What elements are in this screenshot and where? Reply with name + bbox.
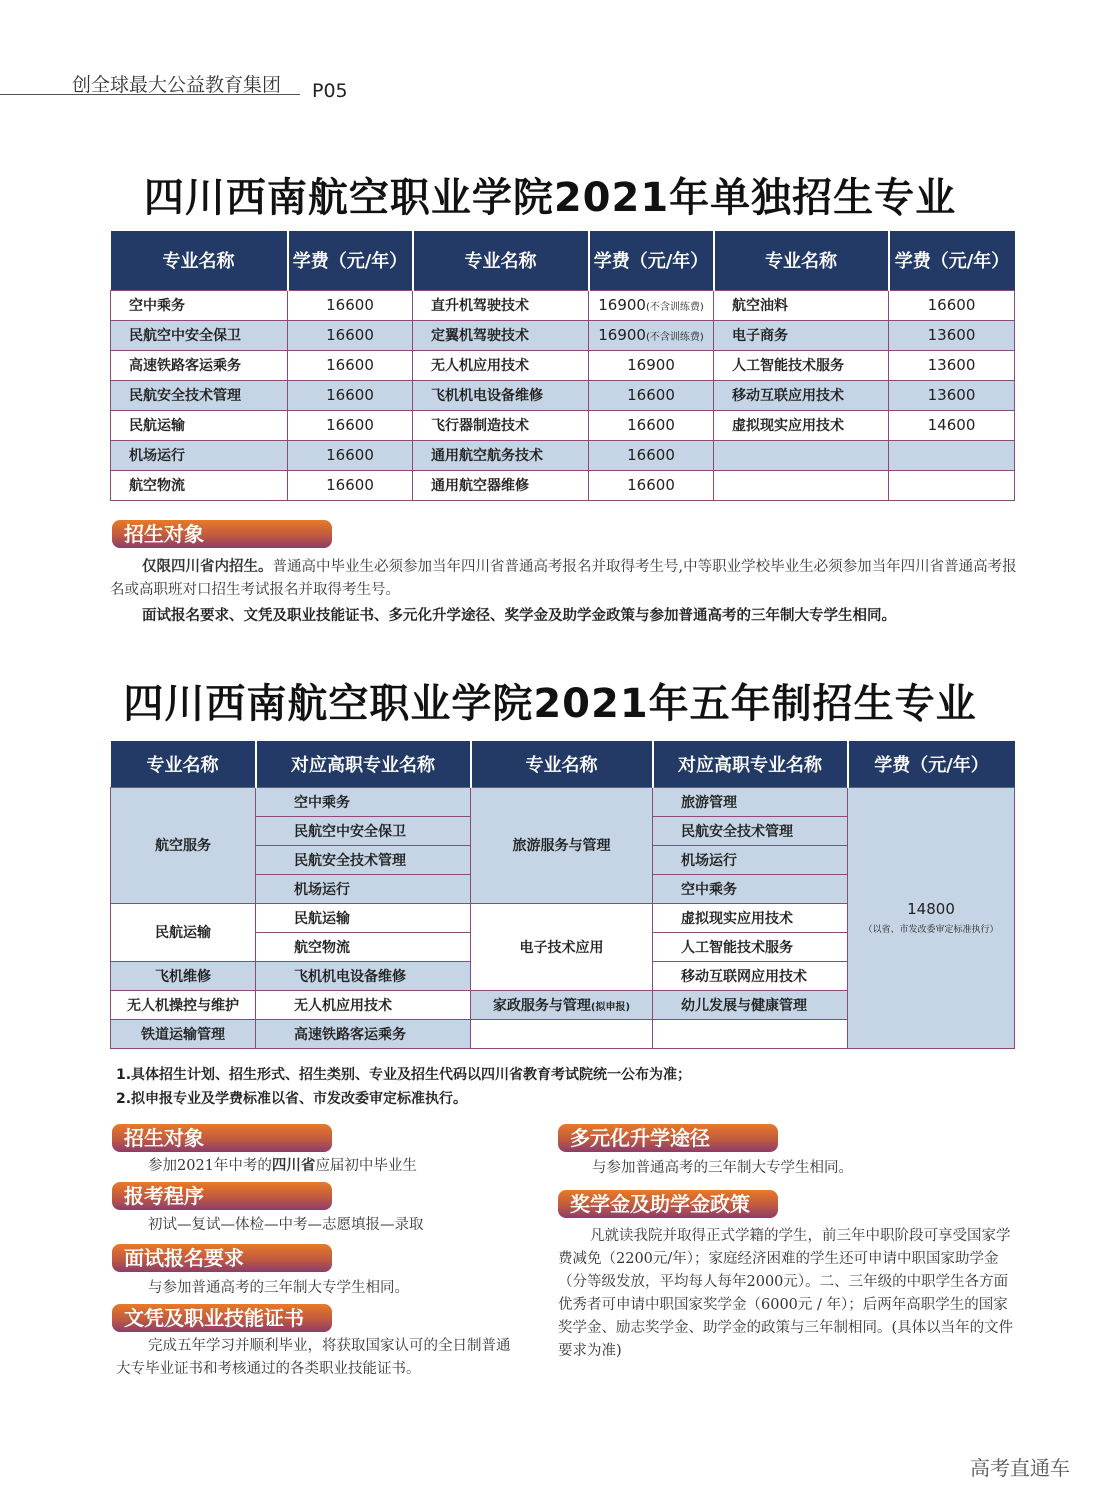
page-number: P05 — [312, 80, 348, 102]
fee-value: 16600 — [326, 386, 374, 404]
mapped-major: 民航运输 — [256, 903, 471, 932]
mapped-major: 人工智能技术服务 — [653, 932, 848, 961]
major-group: 无人机操控与维护 — [111, 990, 256, 1019]
mapped-major: 高速铁路客运乘务 — [256, 1019, 471, 1048]
table-row — [111, 290, 1015, 320]
major-name: 高速铁路客运乘务 — [129, 358, 241, 374]
major-cell — [714, 290, 889, 320]
section-badge: 奖学金及助学金政策 — [558, 1190, 778, 1218]
major-name: 通用航空器维修 — [431, 478, 529, 494]
mapped-major: 民航安全技术管理 — [653, 816, 848, 845]
major-cell — [111, 440, 288, 470]
section-badge: 多元化升学途径 — [558, 1124, 778, 1152]
major-group: 飞机维修 — [111, 961, 256, 990]
mapped-major: 虚拟现实应用技术 — [653, 903, 848, 932]
fee-cell — [589, 470, 714, 500]
fee-note: (不含训练费) — [645, 302, 704, 313]
major-name: 电子商务 — [732, 328, 788, 344]
fee-cell — [288, 440, 413, 470]
table-row — [111, 350, 1015, 380]
fee-cell — [288, 290, 413, 320]
fee-value: 16600 — [326, 296, 374, 314]
five-year-table — [110, 741, 1015, 1049]
major-cell — [413, 440, 589, 470]
major-name: 移动互联应用技术 — [732, 388, 844, 404]
mapped-major: 机场运行 — [653, 845, 848, 874]
mapped-major: 机场运行 — [256, 874, 471, 903]
fee-cell — [589, 290, 714, 320]
major-cell — [714, 410, 889, 440]
section-badge: 报考程序 — [112, 1182, 332, 1210]
column-header: 专业名称 — [471, 741, 653, 787]
fee-cell — [889, 350, 1015, 380]
mapped-major: 民航安全技术管理 — [256, 845, 471, 874]
section-text — [148, 1155, 417, 1178]
fee-note: （以省、市发改委审定标准执行） — [863, 925, 999, 935]
pending-note: (拟申报) — [590, 1001, 631, 1013]
fee-cell — [288, 410, 413, 440]
section-text: 与参加普通高考的三年制大专学生相同。 — [592, 1160, 853, 1176]
major-cell — [111, 410, 288, 440]
section-text: 初试—复试—体检—中考—志愿填报—录取 — [148, 1217, 424, 1233]
fee-cell — [889, 440, 1015, 470]
major-name: 航空油料 — [732, 298, 788, 314]
fee-cell — [589, 380, 714, 410]
column-header: 学费（元/年） — [848, 741, 1015, 787]
major-cell — [714, 380, 889, 410]
fee-value: 16600 — [326, 326, 374, 344]
fee-value: 16600 — [326, 416, 374, 434]
section-badge: 面试报名要求 — [112, 1244, 332, 1272]
major-cell — [413, 410, 589, 440]
fee-value: 16600 — [627, 446, 675, 464]
fee-value: 14800 — [907, 900, 955, 918]
column-header: 学费（元/年） — [288, 231, 413, 290]
major-group: 铁道运输管理 — [111, 1019, 256, 1048]
major-name: 虚拟现实应用技术 — [732, 418, 844, 434]
fee-cell — [889, 410, 1015, 440]
section-badge: 文凭及职业技能证书 — [112, 1304, 332, 1332]
major-name: 无人机应用技术 — [431, 358, 529, 374]
fee-cell — [589, 440, 714, 470]
mapped-major: 旅游管理 — [653, 787, 848, 816]
fee-cell — [589, 410, 714, 440]
fee-cell — [889, 380, 1015, 410]
major-name: 民航运输 — [129, 418, 185, 434]
section-text: 凡就读我院并取得正式学籍的学生，前三年中职阶段可享受国家学费减免（2200元/年）；家庭经济困难的学生还可申请中职国家助学金（分等级发放，平均每人每年2000元）。二、三年级的中职学生各方面优秀者可申请中职国家奖学金（6000元 / 年）；后两年高职学生的国家奖学金、励志奖学金、助学金的政策与三年制相同。(具体以当年的文件要求为准) — [558, 1228, 1014, 1359]
major-group: 旅游服务与管理 — [471, 787, 653, 903]
fee-cell — [288, 350, 413, 380]
fee-cell — [848, 787, 1015, 1048]
major-cell — [714, 350, 889, 380]
major-cell — [413, 380, 589, 410]
fee-value: 16600 — [927, 296, 976, 314]
fee-cell — [288, 380, 413, 410]
fee-cell — [889, 470, 1015, 500]
mapped-major: 民航空中安全保卫 — [256, 816, 471, 845]
major-group: 电子技术应用 — [471, 903, 653, 990]
major-name: 空中乘务 — [129, 298, 185, 314]
major-cell — [413, 290, 589, 320]
major-name: 人工智能技术服务 — [732, 358, 844, 374]
mapped-major: 无人机应用技术 — [256, 990, 471, 1019]
major-name: 民航安全技术管理 — [129, 388, 241, 404]
table-row — [111, 380, 1015, 410]
admission-bold-line: 面试报名要求、文凭及职业技能证书、多元化升学途径、奖学金及助学金政策与参加普通高考的三年制大专学生相同。 — [142, 608, 896, 624]
major-cell — [111, 380, 288, 410]
fee-cell — [589, 320, 714, 350]
table-row — [111, 320, 1015, 350]
fee-value: 16600 — [326, 446, 374, 464]
table-row — [111, 470, 1015, 500]
header-slogan: 创全球最大公益教育集团 — [72, 74, 282, 96]
section-badge-admission: 招生对象 — [112, 520, 332, 548]
major-name: 飞行器制造技术 — [431, 418, 529, 434]
major-group: 航空服务 — [111, 787, 256, 903]
empty-cell — [653, 1019, 848, 1048]
major-cell — [714, 440, 889, 470]
major-name: 定翼机驾驶技术 — [431, 328, 529, 344]
column-header: 专业名称 — [413, 231, 589, 290]
mapped-major: 移动互联网应用技术 — [653, 961, 848, 990]
fee-value: 16600 — [326, 476, 374, 494]
mapped-major: 空中乘务 — [256, 787, 471, 816]
mapped-major: 航空物流 — [256, 932, 471, 961]
major-cell — [714, 470, 889, 500]
fee-value: 14600 — [927, 416, 976, 434]
mapped-major: 空中乘务 — [653, 874, 848, 903]
fee-note: (不含训练费) — [645, 332, 704, 343]
major-name: 航空物流 — [129, 478, 185, 494]
major-name: 机场运行 — [129, 448, 185, 464]
column-header: 学费（元/年） — [889, 231, 1015, 290]
single-enrollment-table — [110, 231, 1015, 501]
major-name: 飞机机电设备维修 — [431, 388, 543, 404]
column-header: 专业名称 — [111, 231, 288, 290]
note-2: 2.拟申报专业及学费标准以省、市发改委审定标准执行。 — [116, 1091, 468, 1107]
admission-lead: 仅限四川省内招生。 — [142, 559, 273, 575]
major-cell — [413, 470, 589, 500]
text-post: 应届初中毕业生 — [315, 1158, 417, 1174]
major-cell — [413, 350, 589, 380]
footer-brand: 高考直通车 — [970, 1456, 1070, 1480]
major-name: 通用航空航务技术 — [431, 448, 543, 464]
fee-value: 16600 — [627, 476, 675, 494]
text-bold: 四川省 — [271, 1158, 316, 1174]
fee-value: 13600 — [927, 386, 976, 404]
section-text: 与参加普通高考的三年制大专学生相同。 — [148, 1280, 409, 1296]
fee-value: 13600 — [927, 356, 976, 374]
fee-value: 16900 — [598, 326, 646, 344]
column-header: 专业名称 — [111, 741, 256, 787]
section-text: 完成五年学习并顺利毕业，将获取国家认可的全日制普通大专毕业证书和考核通过的各类职业技能证书。 — [116, 1338, 511, 1377]
note-1: 1.具体招生计划、招生形式、招生类别、专业及招生代码以四川省教育考试院统一公布为准； — [116, 1067, 692, 1083]
column-header: 学费（元/年） — [589, 231, 714, 290]
fee-cell — [288, 470, 413, 500]
fee-cell — [589, 350, 714, 380]
fee-cell — [889, 290, 1015, 320]
fee-value: 16600 — [326, 356, 374, 374]
major-group: 民航运输 — [111, 903, 256, 961]
major-name: 直升机驾驶技术 — [431, 298, 529, 314]
fee-value: 16600 — [627, 386, 675, 404]
major-group — [471, 990, 653, 1019]
column-header: 对应高职专业名称 — [653, 741, 848, 787]
empty-cell — [471, 1019, 653, 1048]
fee-value: 16900 — [598, 296, 646, 314]
major-name: 民航空中安全保卫 — [129, 328, 241, 344]
fee-value: 16600 — [627, 416, 675, 434]
mapped-major: 飞机机电设备维修 — [256, 961, 471, 990]
column-header: 对应高职专业名称 — [256, 741, 471, 787]
mapped-major: 幼儿发展与健康管理 — [653, 990, 848, 1019]
table-row — [111, 440, 1015, 470]
major-cell — [111, 290, 288, 320]
major-group-name: 家政服务与管理 — [492, 997, 591, 1014]
fee-value: 13600 — [927, 326, 976, 344]
admission-text — [110, 556, 1020, 602]
major-cell — [111, 470, 288, 500]
fee-value: 16900 — [627, 356, 675, 374]
major-cell — [111, 350, 288, 380]
table1-title: 四川西南航空职业学院2021年单独招生专业 — [143, 175, 957, 221]
major-cell — [714, 320, 889, 350]
major-cell — [413, 320, 589, 350]
admission-body: 普通高中毕业生必须参加当年四川省普通高考报名并取得考生号,中等职业学校毕业生必须参加当年四川省普通高考报名或高职班对口招生考试报名并取得考生号。 — [110, 559, 1017, 598]
table2-title: 四川西南航空职业学院2021年五年制招生专业 — [123, 681, 977, 727]
fee-cell — [889, 320, 1015, 350]
text-pre: 参加2021年中考的 — [148, 1158, 272, 1174]
column-header: 专业名称 — [714, 231, 889, 290]
major-cell — [111, 320, 288, 350]
section-badge: 招生对象 — [112, 1124, 332, 1152]
table-row — [111, 410, 1015, 440]
fee-cell — [288, 320, 413, 350]
